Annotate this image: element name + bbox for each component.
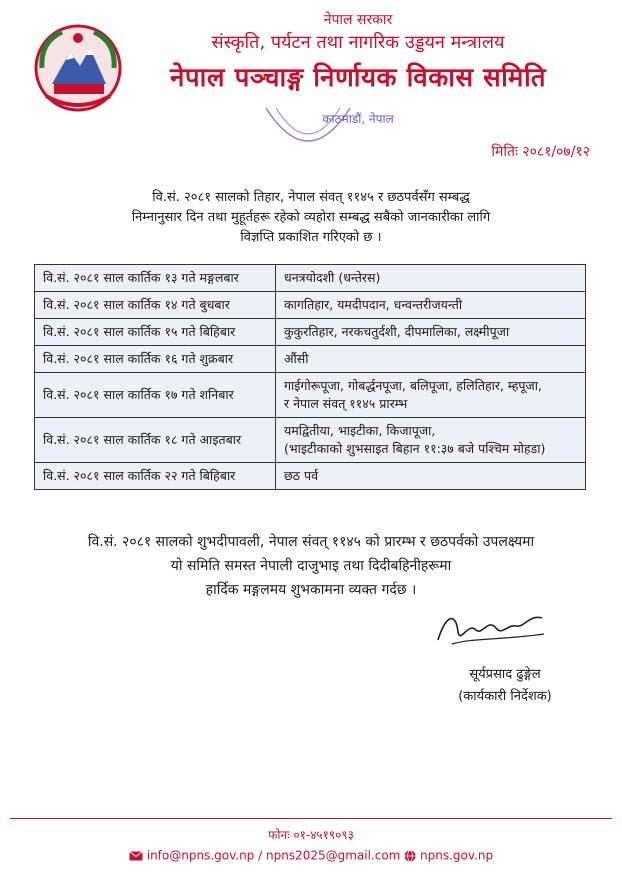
schedule-date-cell: वि.सं. २०८१ साल कार्तिक १५ गते बिहिबार — [35, 319, 276, 346]
table-row — [35, 346, 586, 373]
schedule-date-cell: वि.सं. २०८१ साल कार्तिक १७ गते शनिबार — [35, 373, 276, 418]
notice-intro: वि.सं. २०८१ सालको तिहार, नेपाल संवत् ११४५ र छठपर्वसँग सम्बद्ध निम्नानुसार दिन तथा मुहूर्तहरू रहेको व्यहोरा सम्बद्ध सबैको जानकारीका लागि विज्ञप्ति प्रकाशित गरिएको छ । — [131, 190, 491, 245]
table-row — [35, 292, 586, 319]
ministry-name: संस्कृति, पर्यटन तथा नागरिक उड्डयन मन्त्रालय — [211, 32, 505, 53]
issue-date-value: २०८१/०७/१२ — [522, 144, 590, 160]
nepal-emblem-icon — [32, 22, 124, 114]
schedule-date-cell: वि.सं. २०८१ साल कार्तिक १८ गते आइतबार — [35, 418, 276, 463]
table-row — [35, 319, 586, 346]
government-label: नेपाल सरकार — [323, 12, 393, 28]
office-seal-stamp — [258, 104, 358, 168]
schedule-date-cell: वि.सं. २०८१ साल कार्तिक १४ गते बुधबार — [35, 292, 276, 319]
footer-phone: फोनः ०१-४५१९०९३ — [268, 828, 354, 842]
letterhead — [0, 0, 622, 175]
table-row — [35, 418, 586, 463]
schedule-date-cell: वि.सं. २०८१ साल कार्तिक १३ गते मङ्गलबार — [35, 265, 276, 292]
globe-icon — [404, 850, 416, 862]
issue-date: मितिः २०८१/०७/१२ — [491, 144, 590, 160]
schedule-event-cell: कुकुरतिहार, नरकचतुर्दशी, दीपमालिका, लक्ष्मीपूजा — [276, 319, 586, 346]
schedule-event-cell: कागतिहार, यमदीपदान, धन्वन्तरीजयन्ती — [276, 292, 586, 319]
schedule-date-cell: वि.सं. २०८१ साल कार्तिक १६ गते शुक्रबार — [35, 346, 276, 373]
schedule-event-cell: यमद्वितीया, भाइटीका, किजापूजा, (भाइटीकाको शुभसाइत बिहान ११:३७ बजे पश्चिम मोहडा) — [276, 418, 586, 463]
committee-name: नेपाल पञ्चाङ्ग निर्णायक विकास समिति — [169, 63, 547, 93]
schedule-event-cell: औंसी — [276, 346, 586, 373]
schedule-date-cell: वि.सं. २०८१ साल कार्तिक २२ गते बिहिबार — [35, 463, 276, 490]
footer-emails[interactable]: info@npns.gov.np / npns2025@gmail.com — [146, 848, 401, 863]
schedule-event-cell: छठ पर्व — [276, 463, 586, 490]
handwritten-signature — [432, 604, 552, 652]
table-row — [35, 463, 586, 490]
festival-schedule-table — [34, 264, 586, 490]
table-row — [35, 265, 586, 292]
office-location: काठमाडौं, नेपाल — [322, 112, 394, 126]
footer-contacts — [0, 848, 622, 863]
signatory-title: (कार्यकारी निर्देशक) — [458, 689, 552, 704]
email-icon — [129, 851, 143, 861]
footer-website[interactable]: npns.gov.np — [420, 848, 494, 863]
greeting-message: वि.सं. २०८१ सालको शुभदीपावली, नेपाल संवत् ११४५ को प्रारम्भ र छठपर्वको उपलक्ष्यमा यो समिति समस्त नेपाली दाजुभाइ तथा दिदीबहिनीहरूमा हार्दिक मङ्गलमय शुभकामना व्यक्त गर्दछ । — [87, 534, 535, 598]
schedule-event-cell: गाईगोरूपूजा, गोबर्द्धनपूजा, बलिपूजा, हलितिहार, म्हपूजा, र नेपाल संवत् ११४५ प्रारम्भ — [276, 373, 586, 418]
footer-divider — [10, 818, 612, 819]
schedule-event-cell: धनत्रयोदशी (धन्तेरस) — [276, 265, 586, 292]
signatory-name: सूर्यप्रसाद ढुङ्गेल — [469, 667, 541, 682]
table-row — [35, 373, 586, 418]
